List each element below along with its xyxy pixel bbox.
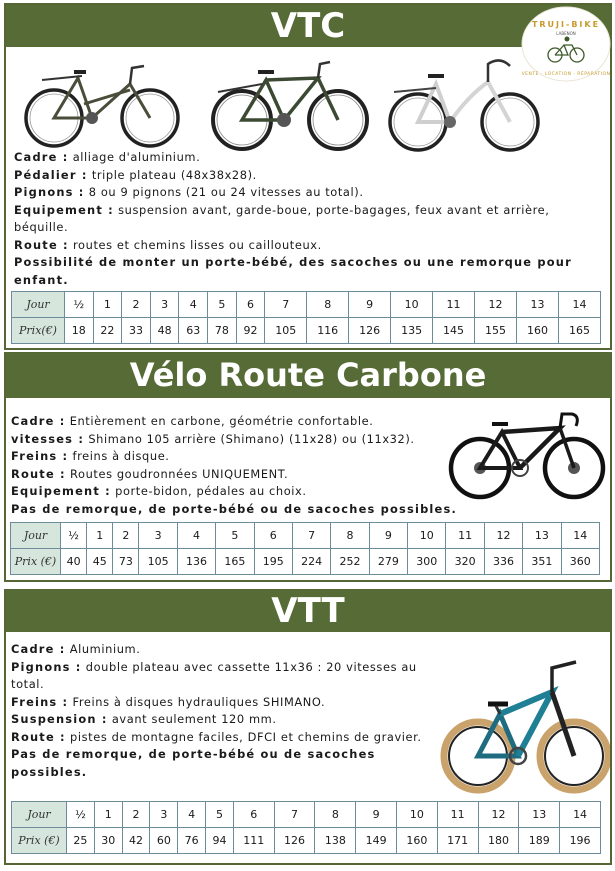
price-cell: 252: [331, 549, 369, 575]
vtt-title: VTT: [271, 591, 345, 631]
day-cell: 6: [236, 292, 265, 318]
day-cell: 10: [397, 802, 438, 828]
mtb-image: [440, 652, 610, 797]
price-cell: 171: [437, 828, 478, 854]
vtt-note: Pas de remorque, de porte-bébé ou de sacoches possibles.: [11, 747, 376, 779]
route-note: Pas de remorque, de porte-bébé ou de sacoches possibles.: [11, 501, 457, 516]
price-cell: 165: [216, 549, 254, 575]
route-spec-equipment: Equipement : porte-bidon, pédales au choix.: [11, 484, 307, 498]
vtc-description: [14, 149, 596, 289]
vtc-price-row: [12, 318, 601, 344]
route-spec-brakes: Freins : freins à disque.: [11, 449, 170, 463]
day-cell: 14: [561, 523, 599, 549]
price-cell: 135: [391, 318, 433, 344]
price-cell: 111: [233, 828, 274, 854]
day-cell: 3: [150, 802, 178, 828]
vtt-spec-frame: Cadre : Aluminium.: [11, 642, 141, 656]
day-cell: 5: [216, 523, 254, 549]
price-cell: 63: [179, 318, 208, 344]
price-cell: 18: [65, 318, 94, 344]
price-cell: 300: [408, 549, 446, 575]
price-cell: 126: [349, 318, 391, 344]
vtt-spec-suspension: Suspension : avant seulement 120 mm.: [11, 712, 277, 726]
vtc-spec-gears: Pignons : 8 ou 9 pignons (21 ou 24 vitesses au total).: [14, 185, 364, 199]
route-banner: [6, 353, 610, 398]
day-cell: 8: [331, 523, 369, 549]
day-cell: 4: [178, 802, 206, 828]
day-cell: 2: [122, 802, 150, 828]
price-header: Prix (€): [12, 828, 67, 854]
route-description: [11, 413, 476, 518]
day-cell: 6: [254, 523, 292, 549]
vtt-spec-gears: Pignons : double plateau avec cassette 11x36 : 20 vitesses au total.: [11, 659, 417, 691]
price-cell: 180: [478, 828, 519, 854]
day-cell: 12: [478, 802, 519, 828]
vtt-spec-brakes: Freins : Freins à disques hydrauliques SHIMANO.: [11, 694, 326, 709]
day-cell: 12: [475, 292, 517, 318]
price-header: Prix (€): [11, 549, 61, 575]
day-cell: 13: [523, 523, 561, 549]
price-cell: 155: [475, 318, 517, 344]
route-spec-road: Route : Routes goudronnées UNIQUEMENT.: [11, 466, 289, 481]
price-cell: 138: [315, 828, 356, 854]
day-cell: 3: [139, 523, 177, 549]
price-cell: 336: [484, 549, 522, 575]
day-cell: 7: [265, 292, 307, 318]
vtt-price-row: [12, 828, 601, 854]
price-cell: 189: [519, 828, 560, 854]
day-cell: 2: [122, 292, 151, 318]
vtc-bike-image-2: [210, 58, 370, 154]
day-cell: 10: [391, 292, 433, 318]
day-cell: 5: [208, 292, 237, 318]
day-cell: 11: [433, 292, 475, 318]
day-cell: 6: [233, 802, 274, 828]
day-cell: 13: [519, 802, 560, 828]
route-spec-gears: vitesses : Shimano 105 arrière (Shimano) (11x28) ou (11x32).: [11, 431, 415, 446]
day-cell: 4: [177, 523, 215, 549]
route-day-row: [11, 523, 600, 549]
day-cell: 14: [560, 802, 601, 828]
vtc-note: Possibilité de monter un porte-bébé, des sacoches ou une remorque pour enfant.: [14, 255, 572, 287]
price-cell: 40: [61, 549, 87, 575]
vtt-banner: [6, 590, 610, 632]
price-cell: 136: [177, 549, 215, 575]
price-header: Prix(€): [12, 318, 65, 344]
day-cell: 13: [516, 292, 558, 318]
price-cell: 92: [236, 318, 265, 344]
day-cell: 11: [437, 802, 478, 828]
price-cell: 48: [150, 318, 179, 344]
price-cell: 25: [67, 828, 95, 854]
price-cell: 42: [122, 828, 150, 854]
vtc-day-row: [12, 292, 601, 318]
price-cell: 165: [558, 318, 600, 344]
day-cell: 7: [292, 523, 330, 549]
vtc-bike-image-1: [22, 60, 182, 150]
vtc-spec-frame: Cadre : alliage d'aluminium.: [14, 150, 201, 164]
price-cell: 195: [254, 549, 292, 575]
price-cell: 351: [523, 549, 561, 575]
day-cell: 4: [179, 292, 208, 318]
route-price-table: [10, 522, 600, 575]
day-cell: ½: [65, 292, 94, 318]
day-header: Jour: [11, 523, 61, 549]
day-cell: 1: [93, 292, 122, 318]
svg-text:LABENON: LABENON: [556, 31, 576, 36]
price-cell: 360: [561, 549, 599, 575]
day-cell: 9: [356, 802, 397, 828]
price-cell: 30: [94, 828, 122, 854]
day-cell: 3: [150, 292, 179, 318]
vtc-spec-equipment: Equipement : suspension avant, garde-boue, porte-bagages, feux avant et arrière, béquille.: [14, 202, 550, 234]
price-cell: 320: [446, 549, 484, 575]
price-cell: 160: [516, 318, 558, 344]
day-cell: 1: [94, 802, 122, 828]
day-cell: 11: [446, 523, 484, 549]
vtt-description: [11, 641, 436, 781]
day-cell: 2: [113, 523, 139, 549]
price-cell: 33: [122, 318, 151, 344]
price-cell: 160: [397, 828, 438, 854]
vtc-title: VTC: [270, 6, 346, 46]
day-cell: ½: [67, 802, 95, 828]
price-cell: 73: [113, 549, 139, 575]
price-cell: 279: [369, 549, 407, 575]
svg-text:TRUJI-BIKE: TRUJI-BIKE: [531, 20, 601, 29]
day-cell: 5: [206, 802, 234, 828]
price-cell: 60: [150, 828, 178, 854]
price-cell: 105: [265, 318, 307, 344]
vtc-price-table: [11, 291, 601, 344]
day-cell: ½: [61, 523, 87, 549]
price-cell: 78: [208, 318, 237, 344]
route-price-row: [11, 549, 600, 575]
vtt-spec-road: Route : pistes de montagne faciles, DFCI et chemins de gravier.: [11, 729, 422, 744]
price-cell: 105: [139, 549, 177, 575]
day-cell: 12: [484, 523, 522, 549]
day-header: Jour: [12, 292, 65, 318]
day-cell: 1: [87, 523, 113, 549]
price-cell: 22: [93, 318, 122, 344]
svg-text:VENTE · LOCATION · RÉPARATION: VENTE · LOCATION · RÉPARATION: [521, 72, 611, 77]
price-cell: 45: [87, 549, 113, 575]
price-cell: 116: [307, 318, 349, 344]
vtt-price-table: [11, 801, 601, 854]
day-header: Jour: [12, 802, 67, 828]
day-cell: 14: [558, 292, 600, 318]
day-cell: 7: [274, 802, 315, 828]
price-cell: 76: [178, 828, 206, 854]
day-cell: 8: [307, 292, 349, 318]
day-cell: 9: [369, 523, 407, 549]
day-cell: 10: [408, 523, 446, 549]
price-cell: 224: [292, 549, 330, 575]
vtt-day-row: [12, 802, 601, 828]
price-cell: 149: [356, 828, 397, 854]
price-cell: 145: [433, 318, 475, 344]
vtc-bike-image-3: [388, 56, 540, 154]
route-spec-frame: Cadre : Entièrement en carbone, géométrie confortable.: [11, 414, 374, 428]
price-cell: 94: [206, 828, 234, 854]
route-title: Vélo Route Carbone: [129, 356, 487, 394]
day-cell: 8: [315, 802, 356, 828]
price-cell: 196: [560, 828, 601, 854]
price-cell: 126: [274, 828, 315, 854]
vtc-spec-road: Route : routes et chemins lisses ou caillouteux.: [14, 237, 322, 252]
day-cell: 9: [349, 292, 391, 318]
vtc-spec-crankset: Pédalier : triple plateau (48x38x28).: [14, 167, 257, 182]
